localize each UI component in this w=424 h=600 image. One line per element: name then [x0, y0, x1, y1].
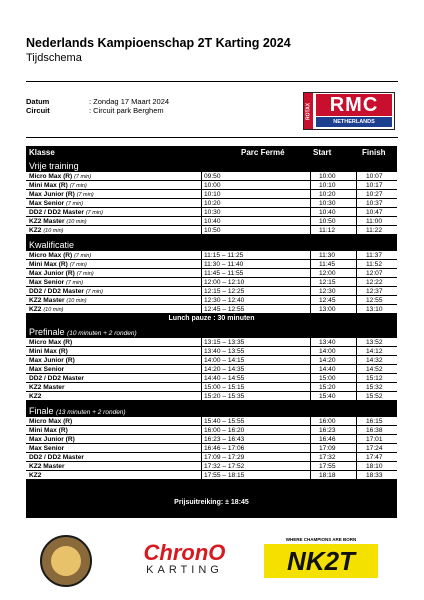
klasse-name: Max Senior — [29, 200, 65, 207]
row-parc-ferme: 10:50 — [204, 227, 221, 234]
row-finish: 13:10 — [366, 306, 383, 313]
row-start: 17:32 — [319, 454, 336, 461]
row-klasse — [29, 226, 63, 236]
row-finish: 13:52 — [366, 339, 383, 346]
section-title-text: Vrije training — [29, 161, 79, 171]
table-row — [26, 356, 397, 365]
column-divider — [201, 251, 202, 314]
row-parc-ferme: 10:10 — [204, 191, 221, 198]
row-klasse — [29, 374, 84, 383]
klasse-duration: (7 min) — [76, 192, 94, 198]
klasse-duration: (7 min) — [74, 174, 92, 180]
klasse-name: Max Junior (R) — [29, 436, 75, 443]
row-parc-ferme: 12:15 – 12:25 — [204, 288, 245, 295]
row-parc-ferme: 10:30 — [204, 209, 221, 216]
klasse-duration: (7 min) — [85, 210, 103, 216]
table-row — [26, 226, 397, 235]
row-parc-ferme: 14:00 – 14:15 — [204, 357, 245, 364]
column-divider — [356, 417, 357, 480]
row-klasse — [29, 356, 75, 365]
row-klasse — [29, 392, 41, 401]
row-finish: 11:52 — [366, 261, 383, 268]
row-start: 14:40 — [319, 366, 336, 373]
section-title — [29, 160, 79, 172]
row-finish: 11:00 — [366, 218, 383, 225]
row-finish: 17:47 — [366, 454, 383, 461]
row-parc-ferme: 12:45 – 12:55 — [204, 306, 245, 313]
row-klasse — [29, 338, 72, 347]
klasse-duration: (10 min) — [43, 228, 64, 234]
row-klasse — [29, 383, 65, 392]
row-parc-ferme: 11:15 – 11:25 — [204, 252, 244, 259]
row-finish: 16:15 — [366, 418, 383, 425]
row-parc-ferme: 16:46 – 17:06 — [204, 445, 245, 452]
section-note: (10 minuten + 2 ronden) — [67, 330, 137, 337]
row-parc-ferme: 10:20 — [204, 200, 221, 207]
row-finish: 17:24 — [366, 445, 383, 452]
row-parc-ferme: 10:00 — [204, 182, 221, 189]
row-finish: 10:37 — [366, 200, 383, 207]
column-divider — [356, 338, 357, 401]
row-start: 14:20 — [319, 357, 336, 364]
row-finish: 14:52 — [366, 366, 383, 373]
table-row — [26, 251, 397, 260]
section-title-text: Kwalificatie — [29, 240, 75, 250]
klasse-name: DD2 / DD2 Master — [29, 288, 84, 295]
row-parc-ferme: 17:55 – 18:15 — [204, 472, 245, 479]
column-divider — [310, 338, 311, 401]
klasse-name: Max Senior — [29, 279, 65, 286]
row-parc-ferme: 09:50 — [204, 173, 221, 180]
column-divider — [201, 338, 202, 401]
klasse-name: KZ2 Master — [29, 218, 65, 225]
section-header — [26, 405, 397, 417]
row-finish: 15:12 — [366, 375, 383, 382]
datum-value: : Zondag 17 Maart 2024 — [89, 97, 170, 106]
table-row — [26, 172, 397, 181]
row-start: 11:30 — [319, 252, 336, 259]
row-start: 12:45 — [319, 297, 336, 304]
row-parc-ferme: 14:20 – 14:35 — [204, 366, 245, 373]
klasse-duration: (7 min) — [85, 289, 103, 295]
row-parc-ferme: 17:32 – 17:52 — [204, 463, 245, 470]
column-divider — [201, 417, 202, 480]
column-divider — [356, 251, 357, 314]
row-start: 10:20 — [319, 191, 336, 198]
table-row — [26, 417, 397, 426]
row-start: 12:00 — [319, 270, 336, 277]
header-klasse: Klasse — [29, 148, 55, 157]
klasse-name: KZ2 — [29, 306, 42, 313]
klasse-name: Max Junior (R) — [29, 357, 75, 364]
row-start: 13:00 — [319, 306, 336, 313]
row-klasse — [29, 417, 72, 426]
rmc-logo — [303, 92, 395, 130]
chrono-logo — [127, 540, 242, 580]
klasse-name: Mini Max (R) — [29, 182, 68, 189]
row-start: 10:50 — [319, 218, 336, 225]
row-start: 10:10 — [319, 182, 336, 189]
section-header — [26, 326, 397, 338]
klasse-name: Micro Max (R) — [29, 418, 73, 425]
row-klasse — [29, 347, 68, 356]
row-finish: 12:37 — [366, 288, 383, 295]
rmc-sub: NETHERLANDS — [316, 117, 392, 127]
row-start: 15:20 — [319, 384, 336, 391]
row-start: 16:23 — [319, 427, 336, 434]
table-row — [26, 365, 397, 374]
row-finish: 15:32 — [366, 384, 383, 391]
row-start: 11:12 — [319, 227, 336, 234]
row-parc-ferme: 17:09 – 17:29 — [204, 454, 245, 461]
row-parc-ferme: 10:40 — [204, 218, 221, 225]
row-parc-ferme: 16:23 – 16:43 — [204, 436, 245, 443]
section-title-text: Finale — [29, 406, 54, 416]
table-row — [26, 462, 397, 471]
table-row — [26, 338, 397, 347]
klasse-duration: (10 min) — [66, 219, 87, 225]
row-start: 11:45 — [319, 261, 336, 268]
row-parc-ferme: 15:00 – 15:15 — [204, 384, 245, 391]
row-klasse — [29, 426, 68, 435]
row-finish: 10:47 — [366, 209, 383, 216]
section-title-text: Prefinale — [29, 327, 65, 337]
table-row — [26, 305, 397, 314]
row-parc-ferme: 11:45 – 11:55 — [204, 270, 244, 277]
klasse-name: Mini Max (R) — [29, 261, 68, 268]
klasse-name: Max Junior (R) — [29, 191, 75, 198]
rmc-side-text: ROTAX — [304, 93, 313, 129]
row-klasse — [29, 462, 65, 471]
section-note: (13 minuten + 2 ronden) — [56, 409, 126, 416]
row-finish: 15:52 — [366, 393, 383, 400]
klasse-name: Mini Max (R) — [29, 348, 68, 355]
row-start: 10:00 — [319, 173, 336, 180]
row-start: 12:30 — [319, 288, 336, 295]
header-start: Start — [313, 148, 332, 157]
klasse-name: DD2 / DD2 Master — [29, 454, 84, 461]
row-start: 17:55 — [319, 463, 336, 470]
row-finish: 11:37 — [366, 252, 383, 259]
circuit-value: : Circuit park Berghem — [89, 106, 164, 115]
row-finish: 18:10 — [366, 463, 383, 470]
table-row — [26, 374, 397, 383]
row-start: 15:00 — [319, 375, 336, 382]
row-finish: 10:27 — [366, 191, 383, 198]
schedule-table — [26, 146, 397, 518]
table-row — [26, 190, 397, 199]
table-header — [26, 146, 397, 159]
row-start: 10:30 — [319, 200, 336, 207]
table-row — [26, 208, 397, 217]
table-row — [26, 347, 397, 356]
table-row — [26, 260, 397, 269]
divider — [26, 81, 398, 82]
table-row — [26, 435, 397, 444]
table-row — [26, 199, 397, 208]
klasse-duration: (7 min) — [74, 253, 92, 259]
table-row — [26, 426, 397, 435]
row-finish: 10:07 — [366, 173, 383, 180]
table-row — [26, 181, 397, 190]
klasse-name: Micro Max (R) — [29, 252, 73, 259]
table-row — [26, 383, 397, 392]
column-divider — [310, 172, 311, 235]
row-start: 16:00 — [319, 418, 336, 425]
column-divider — [310, 417, 311, 480]
table-row — [26, 278, 397, 287]
datum-label: Datum — [26, 97, 50, 106]
page-subtitle: Tijdschema — [26, 52, 82, 64]
club-logo — [40, 535, 92, 587]
klasse-name: KZ2 Master — [29, 463, 65, 470]
row-parc-ferme: 16:00 – 16:20 — [204, 427, 245, 434]
row-finish: 12:07 — [366, 270, 383, 277]
klasse-name: Max Senior — [29, 445, 65, 452]
section-header — [26, 160, 397, 172]
header-finish: Finish — [362, 148, 386, 157]
lunch-break: Lunch pauze : 30 minuten — [168, 315, 255, 322]
row-klasse — [29, 453, 84, 462]
row-klasse — [29, 471, 41, 480]
row-start: 17:09 — [319, 445, 336, 452]
row-parc-ferme: 14:40 – 14:55 — [204, 375, 245, 382]
klasse-name: Mini Max (R) — [29, 427, 68, 434]
klasse-name: Max Junior (R) — [29, 270, 75, 277]
rmc-text: RMC — [316, 94, 392, 116]
column-divider — [356, 172, 357, 235]
row-finish: 12:55 — [366, 297, 383, 304]
klasse-name: KZ2 — [29, 472, 42, 479]
row-finish: 16:38 — [366, 427, 383, 434]
row-start: 14:00 — [319, 348, 336, 355]
row-finish: 14:32 — [366, 357, 383, 364]
row-finish: 18:33 — [366, 472, 383, 479]
klasse-name: Micro Max (R) — [29, 339, 73, 346]
klasse-duration: (7 min) — [66, 280, 84, 286]
klasse-duration: (7 min) — [66, 201, 84, 207]
row-start: 10:40 — [319, 209, 336, 216]
column-divider — [201, 172, 202, 235]
row-parc-ferme: 12:30 – 12:40 — [204, 297, 245, 304]
row-start: 16:46 — [319, 436, 336, 443]
row-parc-ferme: 11:30 – 11:40 — [204, 261, 244, 268]
klasse-name: KZ2 Master — [29, 297, 65, 304]
nk2t-tagline: WHERE CHAMPIONS ARE BORN — [285, 537, 357, 542]
circuit-label: Circuit — [26, 106, 50, 115]
klasse-duration: (7 min) — [76, 271, 94, 277]
prize-ceremony: Prijsuitreiking: ± 18:45 — [174, 499, 249, 506]
table-row — [26, 444, 397, 453]
klasse-duration: (7 min) — [69, 262, 87, 268]
row-start: 15:40 — [319, 393, 336, 400]
row-finish: 12:22 — [366, 279, 383, 286]
section-title — [29, 239, 74, 251]
table-row — [26, 392, 397, 401]
row-finish: 14:12 — [366, 348, 383, 355]
nk2t-text: NK2T — [264, 544, 378, 578]
row-start: 18:18 — [319, 472, 336, 479]
klasse-name: DD2 / DD2 Master — [29, 375, 84, 382]
klasse-duration: (10 min) — [43, 307, 64, 313]
chrono-text: ChronO — [143, 540, 226, 565]
row-parc-ferme: 13:40 – 13:55 — [204, 348, 245, 355]
klasse-name: DD2 / DD2 Master — [29, 209, 84, 216]
klasse-duration: (10 min) — [66, 298, 87, 304]
table-row — [26, 287, 397, 296]
klasse-name: KZ2 — [29, 227, 42, 234]
klasse-name: Max Senior — [29, 366, 65, 373]
row-parc-ferme: 15:40 – 15:55 — [204, 418, 245, 425]
row-klasse — [29, 365, 64, 374]
row-klasse — [29, 444, 64, 453]
header-parc-ferme: Parc Fermé — [241, 148, 285, 157]
table-row — [26, 296, 397, 305]
row-finish: 11:22 — [366, 227, 383, 234]
table-row — [26, 269, 397, 278]
page-title: Nederlands Kampioenschap 2T Karting 2024 — [26, 36, 291, 50]
row-finish: 17:01 — [366, 436, 383, 443]
klasse-duration: (7 min) — [69, 183, 87, 189]
klasse-name: KZ2 Master — [29, 384, 65, 391]
nk2t-logo — [262, 537, 380, 581]
section-header — [26, 239, 397, 251]
row-finish: 10:17 — [366, 182, 383, 189]
chrono-sub: KARTING — [146, 564, 223, 576]
meta-circuit — [26, 106, 276, 116]
klasse-name: KZ2 — [29, 393, 42, 400]
row-parc-ferme: 12:00 – 12:10 — [204, 279, 245, 286]
row-start: 12:15 — [319, 279, 336, 286]
row-parc-ferme: 15:20 – 15:35 — [204, 393, 245, 400]
row-klasse — [29, 435, 75, 444]
divider — [26, 137, 398, 138]
table-row — [26, 217, 397, 226]
klasse-name: Micro Max (R) — [29, 173, 73, 180]
table-row — [26, 471, 397, 480]
table-row — [26, 453, 397, 462]
row-parc-ferme: 13:15 – 13:35 — [204, 339, 245, 346]
row-start: 13:40 — [319, 339, 336, 346]
column-divider — [310, 251, 311, 314]
